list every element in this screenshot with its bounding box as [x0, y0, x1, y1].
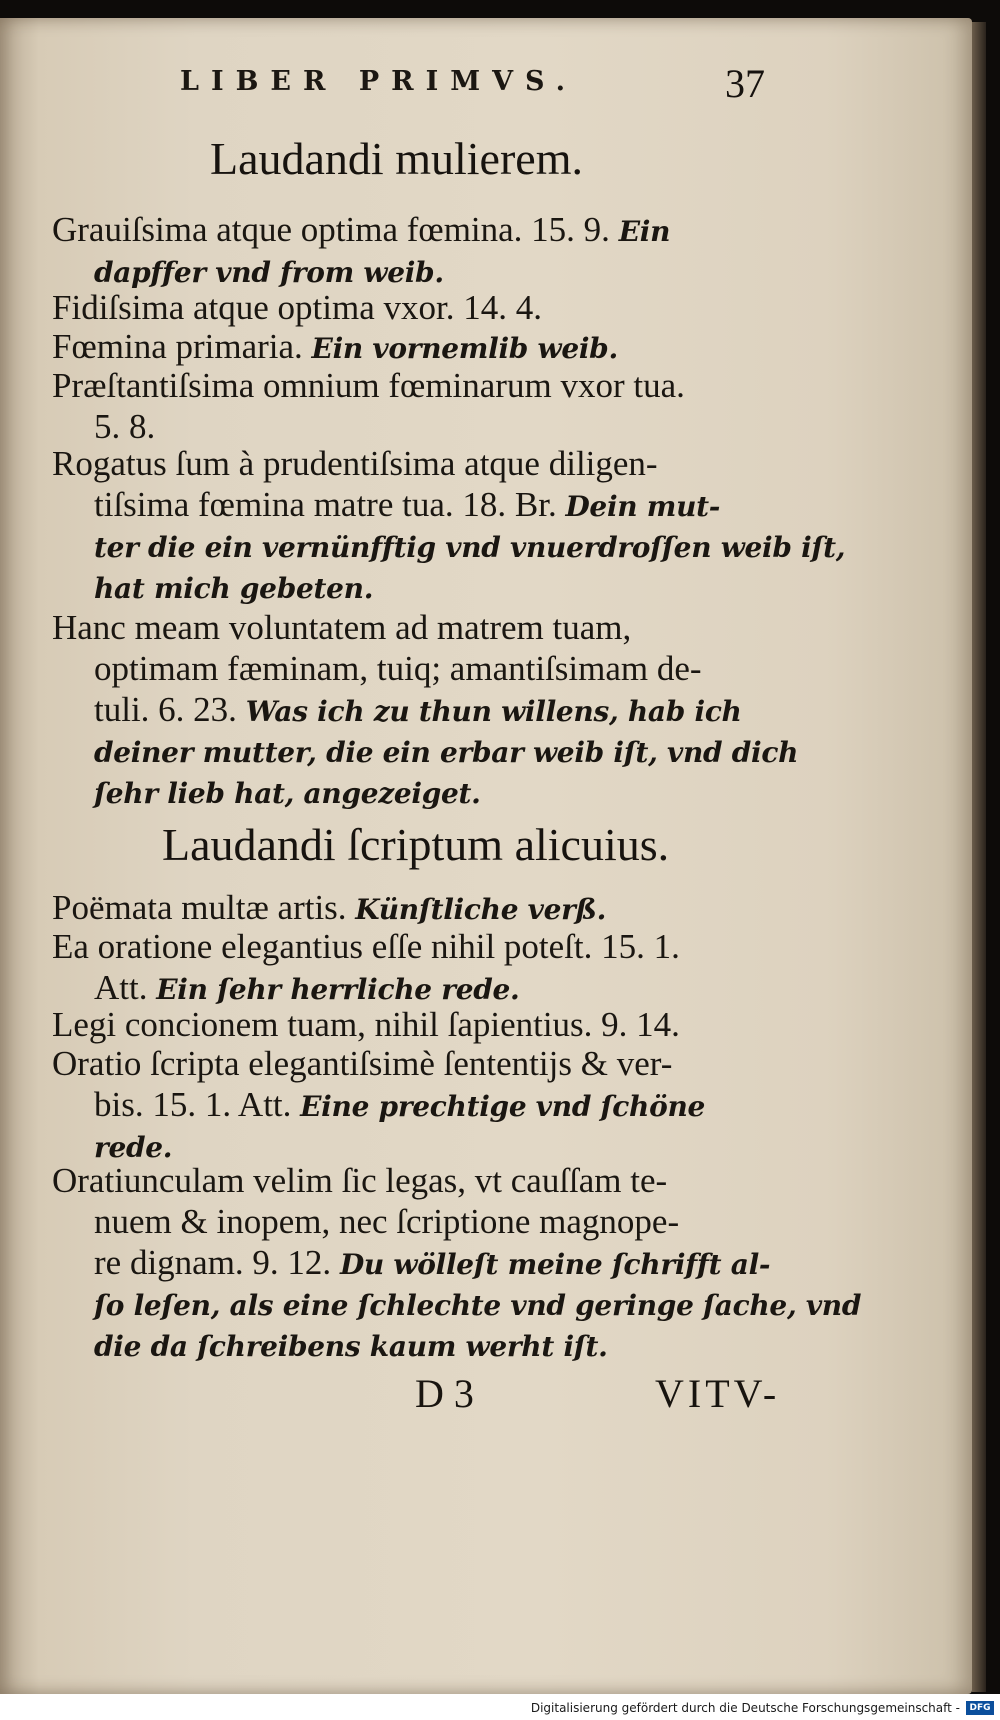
- entry-line: [52, 1325, 812, 1366]
- entry-line: [52, 1044, 812, 1085]
- entry-line: [52, 526, 846, 567]
- entry-line: [52, 1284, 862, 1325]
- footer-bar: [0, 1694, 1000, 1720]
- german-translation: die da ſchreibens kaum werht iſt.: [94, 1330, 608, 1363]
- entry-line: [52, 927, 812, 968]
- latin-text: Rogatus ſum à prudentiſsima atque diligen-: [52, 444, 658, 483]
- latin-text: 5. 8.: [94, 407, 156, 446]
- latin-text: Oratio ſcripta elegantiſsimè ſententijs & ver-: [52, 1044, 673, 1083]
- entry: [52, 327, 812, 368]
- german-translation: hat mich gebeten.: [94, 572, 374, 605]
- entry-line: [52, 1005, 812, 1046]
- dfg-logo: DFG: [966, 1701, 994, 1715]
- entry: [52, 888, 812, 929]
- entry-line: [52, 1202, 812, 1243]
- entry-line: [52, 366, 812, 407]
- german-translation: deiner mutter, die ein erbar weib iſt, vnd dich: [94, 736, 799, 769]
- entry-line: [52, 649, 812, 690]
- entry-line: [52, 327, 812, 368]
- latin-text: Præſtantiſsima omnium fœminarum vxor tua.: [52, 366, 685, 405]
- latin-text: Legi concionem tuam, nihil ſapientius. 9. 14.: [52, 1005, 680, 1044]
- entry-line: [52, 1243, 812, 1284]
- entry-line: [52, 251, 812, 292]
- entry: [52, 288, 812, 329]
- german-translation: Ein: [618, 215, 671, 248]
- latin-text: Fœmina primaria.: [52, 327, 312, 366]
- german-translation: Ein ſehr herrliche rede.: [156, 973, 520, 1006]
- latin-text: nuem & inopem, nec ſcriptione magnope-: [94, 1202, 680, 1241]
- entry-line: [52, 608, 812, 649]
- page-number: 37: [725, 61, 765, 106]
- latin-text: optimam fæminam, tuiq; amantiſsimam de-: [94, 649, 702, 688]
- latin-text: Ea oratione elegantius eſſe nihil poteſt. 15. 1.: [52, 927, 680, 966]
- latin-text: tuli. 6. 23.: [94, 690, 246, 729]
- entry-line: [52, 210, 812, 251]
- latin-text: Poëmata multæ artis.: [52, 888, 356, 927]
- page-edge: [972, 22, 986, 1692]
- latin-text: Grauiſsima atque optima fœmina. 15. 9.: [52, 210, 619, 249]
- entry-line: [52, 485, 812, 526]
- section-heading-scriptum: Laudandi ſcriptum alicuius.: [162, 819, 670, 870]
- entry-line: [52, 731, 812, 772]
- entry: [52, 444, 846, 608]
- funding-credit: Digitalisierung gefördert durch die Deutsche Forschungsgemeinschaft -: [530, 1701, 960, 1715]
- entry-line: [52, 690, 812, 731]
- entry-line: [52, 772, 812, 813]
- german-translation: Du wölleſt meine ſchrifft al-: [339, 1248, 771, 1281]
- entry: [52, 1005, 812, 1046]
- entry: [52, 366, 812, 448]
- german-translation: ſehr lieb hat, angezeiget.: [94, 777, 481, 810]
- running-head: LIBER PRIMVS.: [180, 66, 577, 97]
- german-translation: ſo leſen, als eine ſchlechte vnd geringe ſache, vnd: [94, 1289, 862, 1322]
- entry: [52, 1161, 862, 1366]
- entry-line: [52, 567, 812, 608]
- entry: [52, 1044, 812, 1167]
- entry: [52, 210, 812, 292]
- german-translation: Eine prechtige vnd ſchöne: [300, 1090, 706, 1123]
- entry: [52, 927, 812, 1009]
- german-translation: Künſtliche verß.: [355, 893, 607, 926]
- latin-text: Att.: [94, 968, 157, 1007]
- latin-text: re dignam. 9. 12.: [94, 1243, 340, 1282]
- signature-mark: D 3: [415, 1371, 474, 1416]
- entry-line: [52, 1085, 812, 1126]
- entry-line: [52, 288, 812, 329]
- latin-text: Fidiſsima atque optima vxor. 14. 4.: [52, 288, 542, 327]
- entry-line: [52, 968, 812, 1009]
- entry-line: [52, 1161, 812, 1202]
- german-translation: rede.: [94, 1131, 173, 1164]
- entry-line: [52, 888, 812, 929]
- german-translation: ter die ein vernünfftig vnd vnuerdroſſen weib iſt,: [94, 531, 846, 564]
- german-translation: Dein mut-: [565, 490, 721, 523]
- entry-line: [52, 444, 812, 485]
- latin-text: tiſsima fœmina matre tua. 18. Br.: [94, 485, 566, 524]
- entry-line: [52, 407, 812, 448]
- latin-text: Hanc meam voluntatem ad matrem tuam,: [52, 608, 632, 647]
- entry: [52, 608, 812, 813]
- german-translation: Ein vornemlib weib.: [311, 332, 618, 365]
- german-translation: dapffer vnd from weib.: [94, 256, 444, 289]
- section-heading-mulierem: Laudandi mulierem.: [210, 133, 583, 184]
- latin-text: bis. 15. 1. Att.: [94, 1085, 301, 1124]
- catchword: VITV-: [655, 1371, 781, 1416]
- latin-text: Oratiunculam velim ſic legas, vt cauſſam te-: [52, 1161, 668, 1200]
- german-translation: Was ich zu thun willens, hab ich: [245, 695, 742, 728]
